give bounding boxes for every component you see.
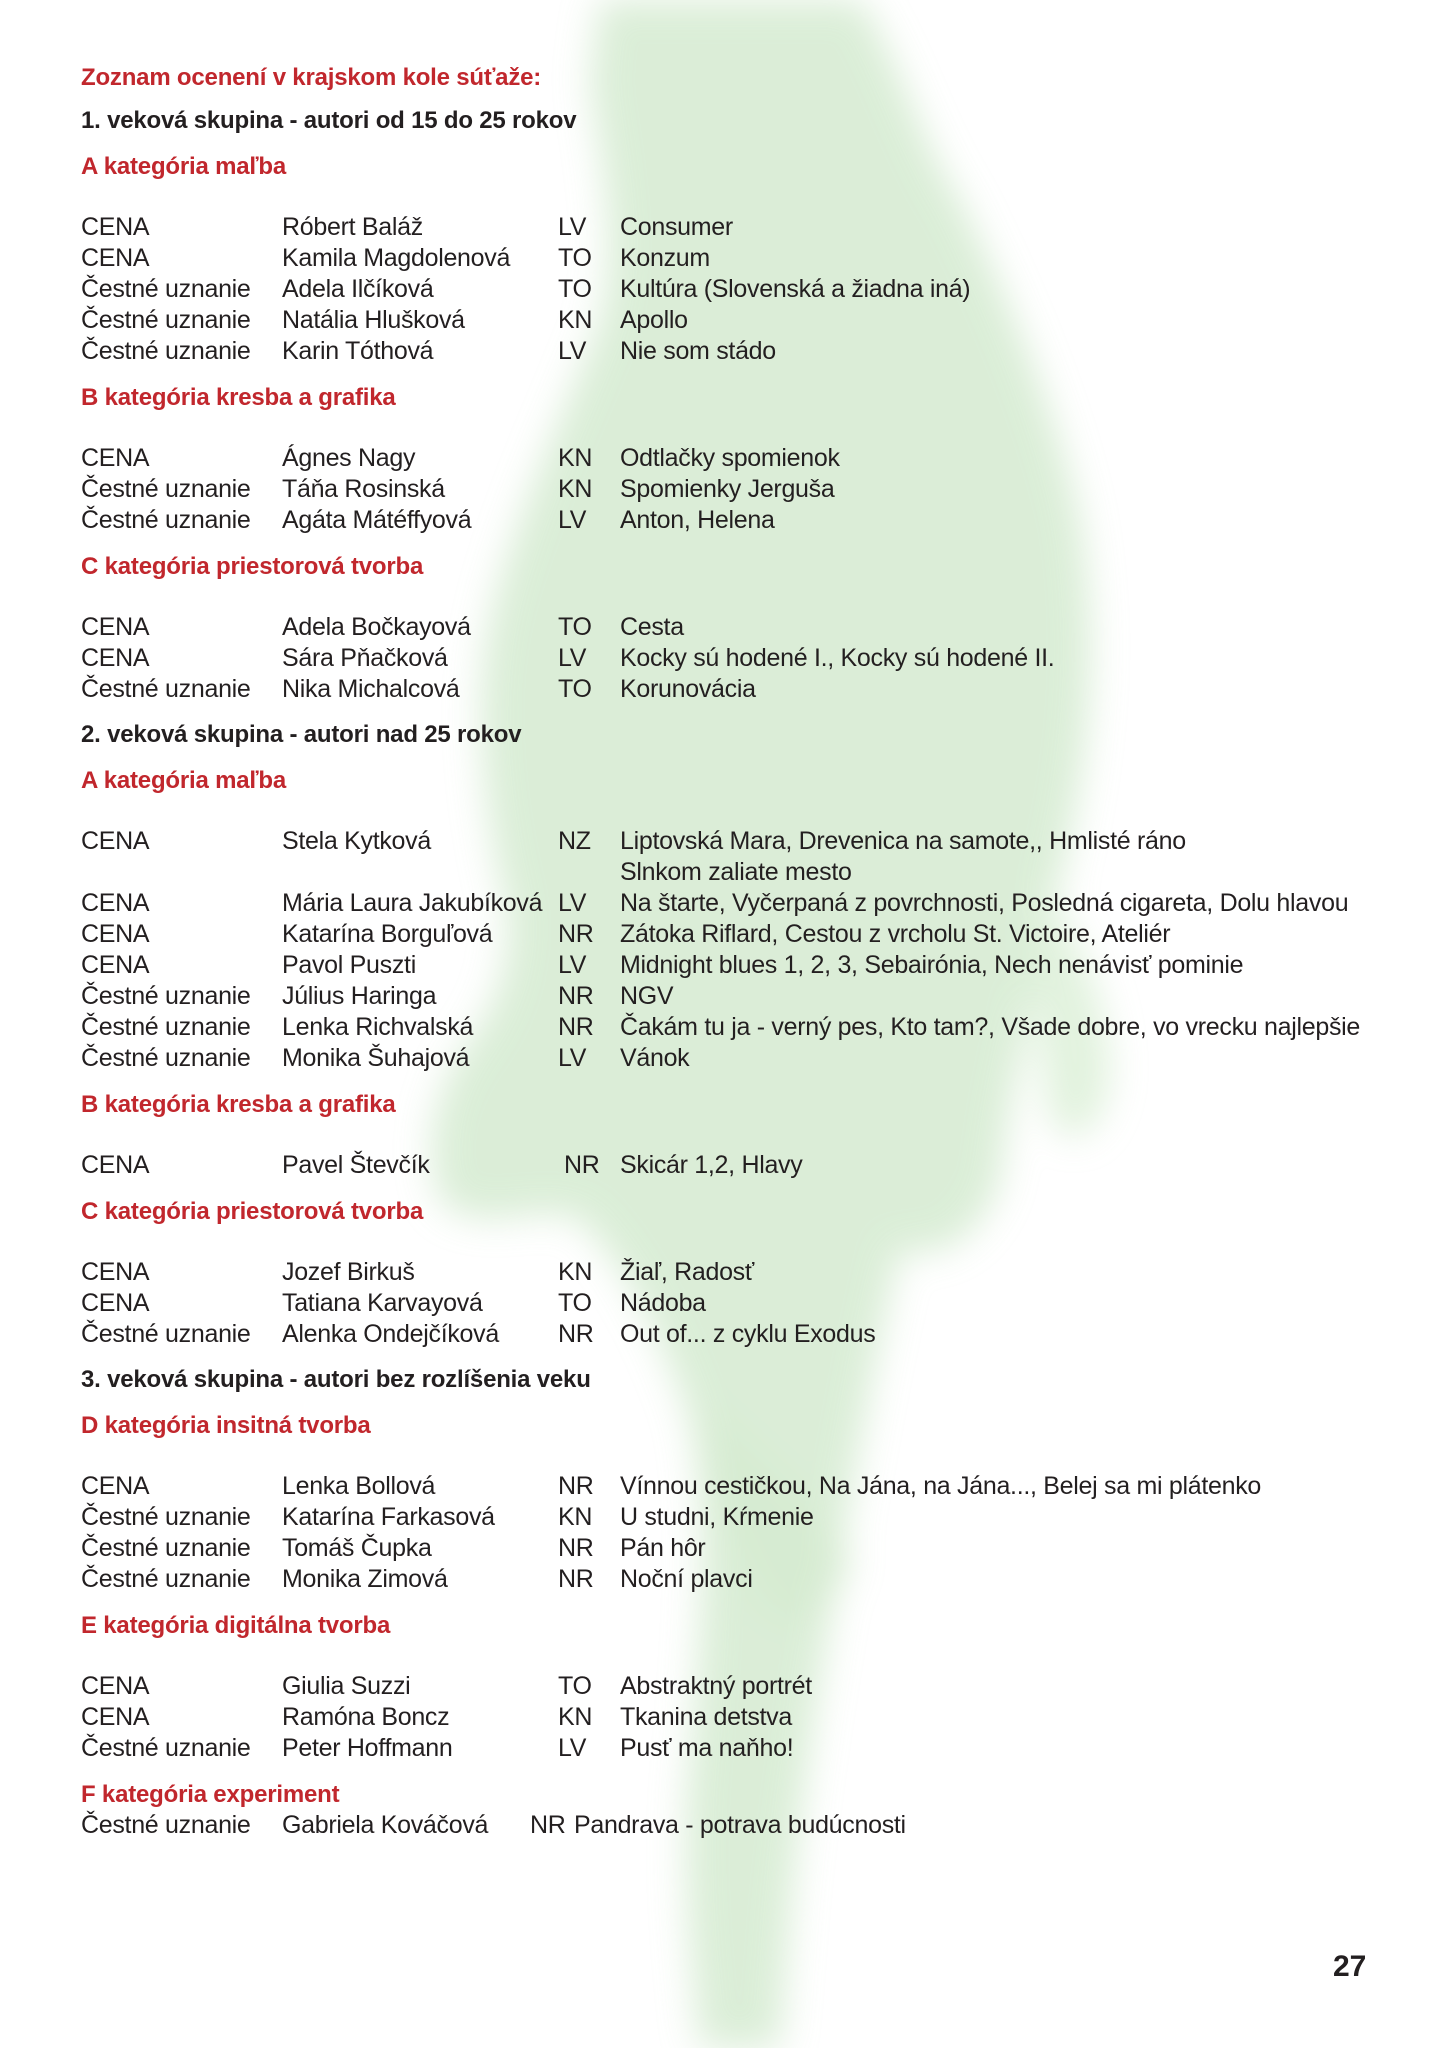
table-row bbox=[81, 1288, 1381, 1319]
district-cell: KN bbox=[558, 1703, 593, 1731]
author-cell: Gabriela Kováčová bbox=[282, 1811, 489, 1839]
table-row bbox=[81, 1319, 1381, 1350]
author-cell: Alenka Ondejčíková bbox=[282, 1320, 499, 1348]
award-cell: CENA bbox=[81, 920, 150, 948]
awards-table bbox=[81, 826, 1381, 1074]
works-cell: Consumer bbox=[620, 213, 733, 241]
author-cell: Monika Šuhajová bbox=[282, 1044, 470, 1072]
award-cell: Čestné uznanie bbox=[81, 1320, 251, 1348]
author-cell: Tomáš Čupka bbox=[282, 1534, 432, 1562]
district-cell: NR bbox=[558, 982, 594, 1010]
works-cell: Vánok bbox=[620, 1044, 690, 1072]
district-cell: KN bbox=[558, 475, 593, 503]
table-row bbox=[81, 1257, 1381, 1288]
table-row bbox=[81, 1043, 1381, 1074]
category-heading: F kategória experiment bbox=[81, 1781, 340, 1808]
award-cell: CENA bbox=[81, 244, 150, 272]
award-cell: Čestné uznanie bbox=[81, 337, 251, 365]
age-group-heading: 3. veková skupina - autori bez rozlíšenia veku bbox=[81, 1366, 591, 1393]
works-cell: Cesta bbox=[620, 613, 684, 641]
district-cell: NR bbox=[558, 1565, 594, 1593]
award-cell: Čestné uznanie bbox=[81, 1503, 251, 1531]
works-cell: Noční plavci bbox=[620, 1565, 753, 1593]
awards-table bbox=[81, 612, 1381, 705]
author-cell: Pavol Puszti bbox=[282, 951, 416, 979]
table-row bbox=[81, 1671, 1381, 1702]
works-cell: Konzum bbox=[620, 244, 710, 272]
age-group-heading: 1. veková skupina - autori od 15 do 25 rokov bbox=[81, 107, 577, 134]
award-cell: Čestné uznanie bbox=[81, 275, 251, 303]
award-cell: CENA bbox=[81, 1472, 150, 1500]
table-row bbox=[81, 1502, 1381, 1533]
awards-table bbox=[81, 1671, 1381, 1764]
table-row bbox=[81, 443, 1381, 474]
table-row bbox=[81, 612, 1381, 643]
category-heading: A kategória maľba bbox=[81, 767, 287, 794]
works-cell: NGV bbox=[620, 982, 674, 1010]
table-row bbox=[81, 1471, 1381, 1502]
works-cell: Pusť ma naňho! bbox=[620, 1734, 794, 1762]
award-cell: Čestné uznanie bbox=[81, 306, 251, 334]
table-row bbox=[81, 336, 1381, 367]
works-cell: Pandrava - potrava budúcnosti bbox=[574, 1811, 906, 1839]
district-cell bbox=[558, 857, 620, 888]
award-cell: CENA bbox=[81, 213, 150, 241]
page-number: 27 bbox=[1333, 1950, 1367, 1983]
author-cell: Karin Tóthová bbox=[282, 337, 434, 365]
district-cell: TO bbox=[558, 675, 592, 703]
district-cell: KN bbox=[558, 1258, 593, 1286]
awards-table bbox=[81, 1150, 1381, 1181]
district-cell: KN bbox=[558, 306, 593, 334]
author-cell: Katarína Borguľová bbox=[282, 920, 493, 948]
district-cell: TO bbox=[558, 1289, 592, 1317]
district-cell: KN bbox=[558, 444, 593, 472]
award-cell: CENA bbox=[81, 444, 150, 472]
award-cell: CENA bbox=[81, 1672, 150, 1700]
award-cell: Čestné uznanie bbox=[81, 1534, 251, 1562]
table-row bbox=[81, 505, 1381, 536]
author-cell: Katarína Farkasová bbox=[282, 1503, 495, 1531]
works-cell: Vínnou cestičkou, Na Jána, na Jána..., Belej sa mi plátenko bbox=[620, 1472, 1262, 1500]
award-cell: CENA bbox=[81, 1258, 150, 1286]
category-heading: C kategória priestorová tvorba bbox=[81, 1198, 424, 1225]
district-cell: LV bbox=[558, 1044, 587, 1072]
works-cell: Slnkom zaliate mesto bbox=[620, 858, 852, 886]
author-cell: Peter Hoffmann bbox=[282, 1734, 453, 1762]
table-row bbox=[81, 857, 1381, 888]
works-cell: Apollo bbox=[620, 306, 688, 334]
district-cell: NR bbox=[564, 1151, 600, 1179]
author-cell: Natália Hlušková bbox=[282, 306, 465, 334]
award-cell: Čestné uznanie bbox=[81, 1013, 251, 1041]
award-cell: CENA bbox=[81, 1289, 150, 1317]
author-cell: Adela Ilčíková bbox=[282, 275, 434, 303]
district-cell: NR bbox=[558, 1320, 594, 1348]
author-cell: Kamila Magdolenová bbox=[282, 244, 511, 272]
author-cell: Róbert Baláž bbox=[282, 213, 423, 241]
category-heading: A kategória maľba bbox=[81, 153, 287, 180]
author-cell: Adela Bočkayová bbox=[282, 613, 471, 641]
table-row bbox=[81, 826, 1381, 857]
award-cell: Čestné uznanie bbox=[81, 675, 251, 703]
table-row bbox=[81, 674, 1381, 705]
works-cell: Anton, Helena bbox=[620, 506, 775, 534]
works-cell: Na štarte, Vyčerpaná z povrchnosti, Posledná cigareta, Dolu hlavou bbox=[620, 889, 1349, 917]
award-cell: CENA bbox=[81, 951, 150, 979]
works-cell: Žiaľ, Radosť bbox=[620, 1258, 754, 1286]
category-heading: B kategória kresba a grafika bbox=[81, 384, 396, 411]
district-cell: NZ bbox=[558, 827, 591, 855]
works-cell: Pán hôr bbox=[620, 1534, 706, 1562]
author-cell: Lenka Richvalská bbox=[282, 1013, 474, 1041]
table-row bbox=[81, 950, 1381, 981]
category-heading: C kategória priestorová tvorba bbox=[81, 553, 424, 580]
district-cell: LV bbox=[558, 644, 587, 672]
awards-table bbox=[81, 1471, 1381, 1595]
award-cell: Čestné uznanie bbox=[81, 1734, 251, 1762]
table-row bbox=[81, 1012, 1381, 1043]
works-cell: Nie som stádo bbox=[620, 337, 776, 365]
age-group-heading: 2. veková skupina - autori nad 25 rokov bbox=[81, 721, 522, 748]
district-cell: TO bbox=[558, 275, 592, 303]
table-row bbox=[81, 919, 1381, 950]
table-row bbox=[81, 274, 1381, 305]
author-cell bbox=[282, 857, 558, 888]
award-cell: CENA bbox=[81, 1151, 150, 1179]
author-cell: Mária Laura Jakubíková bbox=[282, 889, 543, 917]
award-cell: Čestné uznanie bbox=[81, 475, 251, 503]
district-cell: TO bbox=[558, 244, 592, 272]
author-cell: Agáta Mátéffyová bbox=[282, 506, 472, 534]
district-cell: NR bbox=[558, 1472, 594, 1500]
works-cell: Out of... z cyklu Exodus bbox=[620, 1320, 876, 1348]
table-row bbox=[81, 1702, 1381, 1733]
award-cell: CENA bbox=[81, 827, 150, 855]
table-row bbox=[81, 1733, 1381, 1764]
district-cell: TO bbox=[558, 613, 592, 641]
works-cell: Liptovská Mara, Drevenica na samote,, Hmlisté ráno bbox=[620, 827, 1186, 855]
award-cell: CENA bbox=[81, 613, 150, 641]
author-cell: Ramóna Boncz bbox=[282, 1703, 450, 1731]
awards-table bbox=[81, 443, 1381, 536]
works-cell: U studni, Kŕmenie bbox=[620, 1503, 814, 1531]
author-cell: Ágnes Nagy bbox=[282, 444, 416, 472]
district-cell: LV bbox=[558, 506, 587, 534]
author-cell: Sára Pňačková bbox=[282, 644, 448, 672]
awards-table bbox=[81, 212, 1381, 367]
table-row bbox=[81, 305, 1381, 336]
table-row bbox=[81, 474, 1381, 505]
district-cell: NR bbox=[558, 920, 594, 948]
page-title: Zoznam ocenení v krajskom kole súťaže: bbox=[81, 64, 542, 91]
works-cell: Nádoba bbox=[620, 1289, 706, 1317]
works-cell: Kultúra (Slovenská a žiadna iná) bbox=[620, 275, 971, 303]
works-cell: Tkanina detstva bbox=[620, 1703, 792, 1731]
author-cell: Pavel Števčík bbox=[282, 1151, 430, 1179]
awards-list bbox=[81, 58, 1381, 1841]
table-row bbox=[81, 212, 1381, 243]
award-cell: CENA bbox=[81, 1703, 150, 1731]
author-cell: Nika Michalcová bbox=[282, 675, 460, 703]
author-cell: Stela Kytková bbox=[282, 827, 431, 855]
district-cell: LV bbox=[558, 1734, 587, 1762]
works-cell: Skicár 1,2, Hlavy bbox=[620, 1151, 803, 1179]
category-heading: D kategória insitná tvorba bbox=[81, 1412, 371, 1439]
works-cell: Čakám tu ja - verný pes, Kto tam?, Všade dobre, vo vrecku najlepšie bbox=[620, 1013, 1360, 1041]
district-cell: KN bbox=[558, 1503, 593, 1531]
district-cell: NR bbox=[558, 1013, 594, 1041]
awards-table bbox=[81, 1257, 1381, 1350]
district-cell: LV bbox=[558, 951, 587, 979]
table-row bbox=[81, 1810, 1381, 1841]
category-heading: B kategória kresba a grafika bbox=[81, 1091, 396, 1118]
award-cell: Čestné uznanie bbox=[81, 506, 251, 534]
table-row bbox=[81, 888, 1381, 919]
table-row bbox=[81, 1564, 1381, 1595]
award-cell: CENA bbox=[81, 644, 150, 672]
author-cell: Jozef Birkuš bbox=[282, 1258, 415, 1286]
table-row bbox=[81, 243, 1381, 274]
table-row bbox=[81, 1150, 1381, 1181]
award-cell: Čestné uznanie bbox=[81, 1044, 251, 1072]
works-cell: Spomienky Jerguša bbox=[620, 475, 835, 503]
author-cell: Lenka Bollová bbox=[282, 1472, 436, 1500]
district-cell: TO bbox=[558, 1672, 592, 1700]
district-cell: NR bbox=[530, 1811, 566, 1839]
author-cell: Monika Zimová bbox=[282, 1565, 448, 1593]
category-heading: E kategória digitálna tvorba bbox=[81, 1612, 391, 1639]
district-cell: NR bbox=[558, 1534, 594, 1562]
award-cell: CENA bbox=[81, 889, 150, 917]
author-cell: Július Haringa bbox=[282, 982, 437, 1010]
table-row bbox=[81, 643, 1381, 674]
works-cell: Abstraktný portrét bbox=[620, 1672, 812, 1700]
works-cell: Midnight blues 1, 2, 3, Sebairónia, Nech nenávisť pominie bbox=[620, 951, 1244, 979]
award-cell bbox=[81, 857, 282, 888]
district-cell: LV bbox=[558, 337, 587, 365]
works-cell: Korunovácia bbox=[620, 675, 756, 703]
award-cell: Čestné uznanie bbox=[81, 1811, 251, 1839]
author-cell: Táňa Rosinská bbox=[282, 475, 445, 503]
district-cell: LV bbox=[558, 213, 587, 241]
table-row bbox=[81, 981, 1381, 1012]
award-cell: Čestné uznanie bbox=[81, 982, 251, 1010]
author-cell: Tatiana Karvayová bbox=[282, 1289, 483, 1317]
district-cell: LV bbox=[558, 889, 587, 917]
works-cell: Kocky sú hodené I., Kocky sú hodené II. bbox=[620, 644, 1055, 672]
author-cell: Giulia Suzzi bbox=[282, 1672, 411, 1700]
table-row bbox=[81, 1533, 1381, 1564]
works-cell: Zátoka Riflard, Cestou z vrcholu St. Victoire, Ateliér bbox=[620, 920, 1171, 948]
works-cell: Odtlačky spomienok bbox=[620, 444, 840, 472]
award-cell: Čestné uznanie bbox=[81, 1565, 251, 1593]
awards-table bbox=[81, 1810, 1381, 1841]
